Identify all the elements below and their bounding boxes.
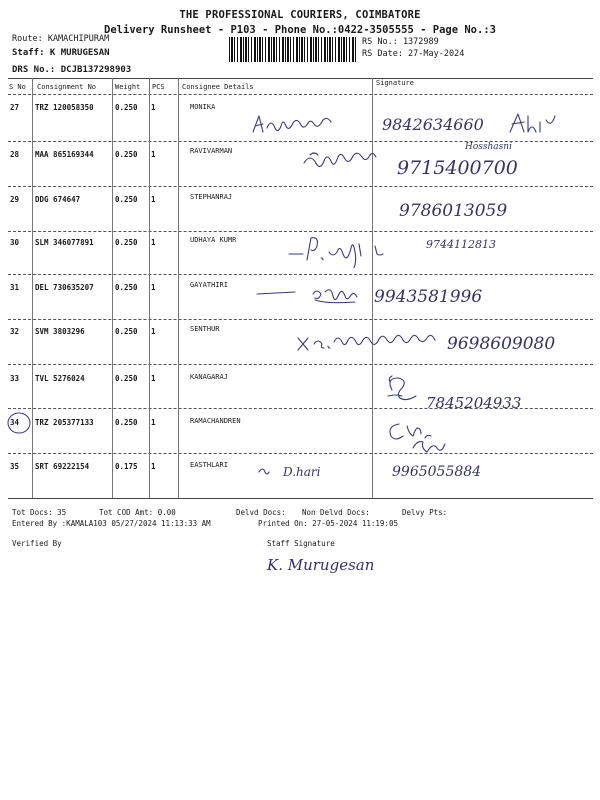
row-consignee: RAMACHANDREN [190, 417, 241, 425]
phone-row-35: 9965055884 [392, 464, 482, 480]
phone-row-32: 9698609080 [447, 334, 556, 354]
table-bottom-rule [8, 498, 593, 499]
row-sno: 34 [10, 418, 20, 427]
col-header-consignee: Consignee Details [182, 83, 254, 91]
handwriting-row-30 [424, 232, 534, 258]
row-consignment: SRT 69222154 [35, 462, 90, 471]
row-weight: 0.250 [115, 150, 138, 159]
row-consignee: SENTHUR [190, 325, 220, 333]
printed-on: Printed On: 27-05-2024 11:19:05 [258, 519, 398, 528]
handwriting-row-29 [395, 192, 565, 224]
row-consignment: DEL 730635207 [35, 283, 94, 292]
row-pcs: 1 [151, 374, 156, 383]
col-header-sno: S No [9, 83, 26, 91]
row-weight: 0.250 [115, 103, 138, 112]
row-consignee: UDHAYA KUMR [190, 236, 237, 244]
phone-row-31: 9943581996 [374, 287, 483, 307]
row-consignment: SVM 3803296 [35, 327, 85, 336]
staff-label: Staff: K MURUGESAN [12, 48, 110, 58]
row-consignee: STEPHANRAJ [190, 193, 233, 201]
rs-number: RS No.: 1372989 [362, 37, 439, 47]
drs-number: DRS No.: DCJB137298903 [12, 65, 132, 75]
col-header-consignment: Consignment No [37, 83, 97, 91]
row-pcs: 1 [151, 195, 156, 204]
row-sno: 35 [10, 462, 20, 471]
row-pcs: 1 [151, 418, 156, 427]
row-consignment: SLM 346077891 [35, 238, 94, 247]
barcode [229, 37, 357, 62]
phone-row-27: 9842634660 [382, 115, 484, 134]
phone-row-33: 7845204933 [426, 394, 522, 412]
row-pcs: 1 [151, 238, 156, 247]
row-weight: 0.250 [115, 418, 138, 427]
verified-by: Verified By [12, 539, 62, 548]
staff-signature [265, 548, 425, 578]
header-rule [8, 94, 593, 95]
row-consignment: TVL 5276024 [35, 374, 85, 383]
handwriting-row-32 [445, 325, 595, 359]
col-header-pcs: PCS [152, 83, 165, 91]
row-sno: 28 [10, 150, 20, 159]
handwriting-row-35 [390, 456, 515, 486]
staff-signature-text: K. Murugesan [267, 556, 375, 574]
company-title: THE PROFESSIONAL COURIERS, COIMBATORE [179, 9, 421, 21]
row-pcs: 1 [151, 150, 156, 159]
row-weight: 0.250 [115, 238, 138, 247]
signature-row-28 [300, 147, 385, 175]
handwriting-row-28 [395, 138, 585, 180]
row-sno: 30 [10, 238, 20, 247]
row-rule [8, 453, 593, 454]
row-weight: 0.250 [115, 283, 138, 292]
row-weight: 0.250 [115, 327, 138, 336]
phone-row-28: 9715400700 [397, 157, 518, 179]
phone-row-29: 9786013059 [399, 201, 508, 221]
total-docs: Tot Docs: 35 [12, 508, 67, 517]
signature-row-30 [285, 232, 395, 268]
row-consignment: MAA 865169344 [35, 150, 94, 159]
col-header-weight: Weight [115, 83, 141, 91]
row-sno: 31 [10, 283, 20, 292]
row-pcs: 1 [151, 462, 156, 471]
row-sno: 27 [10, 103, 20, 112]
staff-signature-label: Staff Signature [267, 539, 335, 548]
entered-by: Entered By :KAMALA103 05/27/2024 11:13:33 AM [12, 519, 211, 528]
col-header-signature: Signature [376, 79, 414, 87]
non-delivered-docs: Non Delvd Docs: [302, 508, 370, 517]
row-pcs: 1 [151, 283, 156, 292]
runsheet-title: Delivery Runsheet - P103 - Phone No.:0422-3505555 - Page No.:3 [104, 24, 496, 36]
handwriting-row-27 [378, 108, 563, 140]
row-rule [8, 364, 593, 365]
row-sno: 33 [10, 374, 20, 383]
row-consignment: DDG 674647 [35, 195, 81, 204]
signature-row-34 [385, 418, 475, 458]
pen-circle-mark [5, 410, 33, 436]
row-sno: 32 [10, 327, 20, 336]
row-consignee: MONIKA [190, 103, 216, 111]
row-pcs: 1 [151, 103, 156, 112]
delivered-docs: Delvd Docs: [236, 508, 286, 517]
row-consignment: TRZ 205377133 [35, 418, 94, 427]
signature-row-32 [294, 328, 459, 360]
rs-date: RS Date: 27-May-2024 [362, 49, 465, 59]
row-consignee: GAYATHIRI [190, 281, 228, 289]
signature-row-27 [245, 110, 365, 140]
row-consignee: EASTHLARI [190, 461, 228, 469]
row-consignee: RAVIVARMAN [190, 147, 233, 155]
total-cod: Tot COD Amt: 0.00 [99, 508, 176, 517]
row-weight: 0.250 [115, 374, 138, 383]
row-consignee: KANAGARAJ [190, 373, 228, 381]
row-rule [8, 319, 593, 320]
delivery-points: Delvy Pts: [402, 508, 448, 517]
handwriting-row-33 [382, 370, 582, 412]
table-top-rule [8, 78, 593, 79]
phone-row-30: 9744112813 [426, 238, 496, 251]
name-row-35: D.hari [283, 465, 321, 479]
row-weight: 0.175 [115, 462, 138, 471]
signature-row-31 [255, 282, 375, 310]
row-sno: 29 [10, 195, 20, 204]
row-weight: 0.250 [115, 195, 138, 204]
row-rule [8, 186, 593, 187]
route-label: Route: KAMACHIPURAM [12, 34, 110, 44]
name-row-28: Hosshasni [465, 142, 512, 152]
handwriting-row-31 [372, 280, 532, 312]
row-consignment: TRZ 120058350 [35, 103, 94, 112]
signature-row-35 [255, 458, 335, 484]
row-pcs: 1 [151, 327, 156, 336]
row-rule [8, 274, 593, 275]
